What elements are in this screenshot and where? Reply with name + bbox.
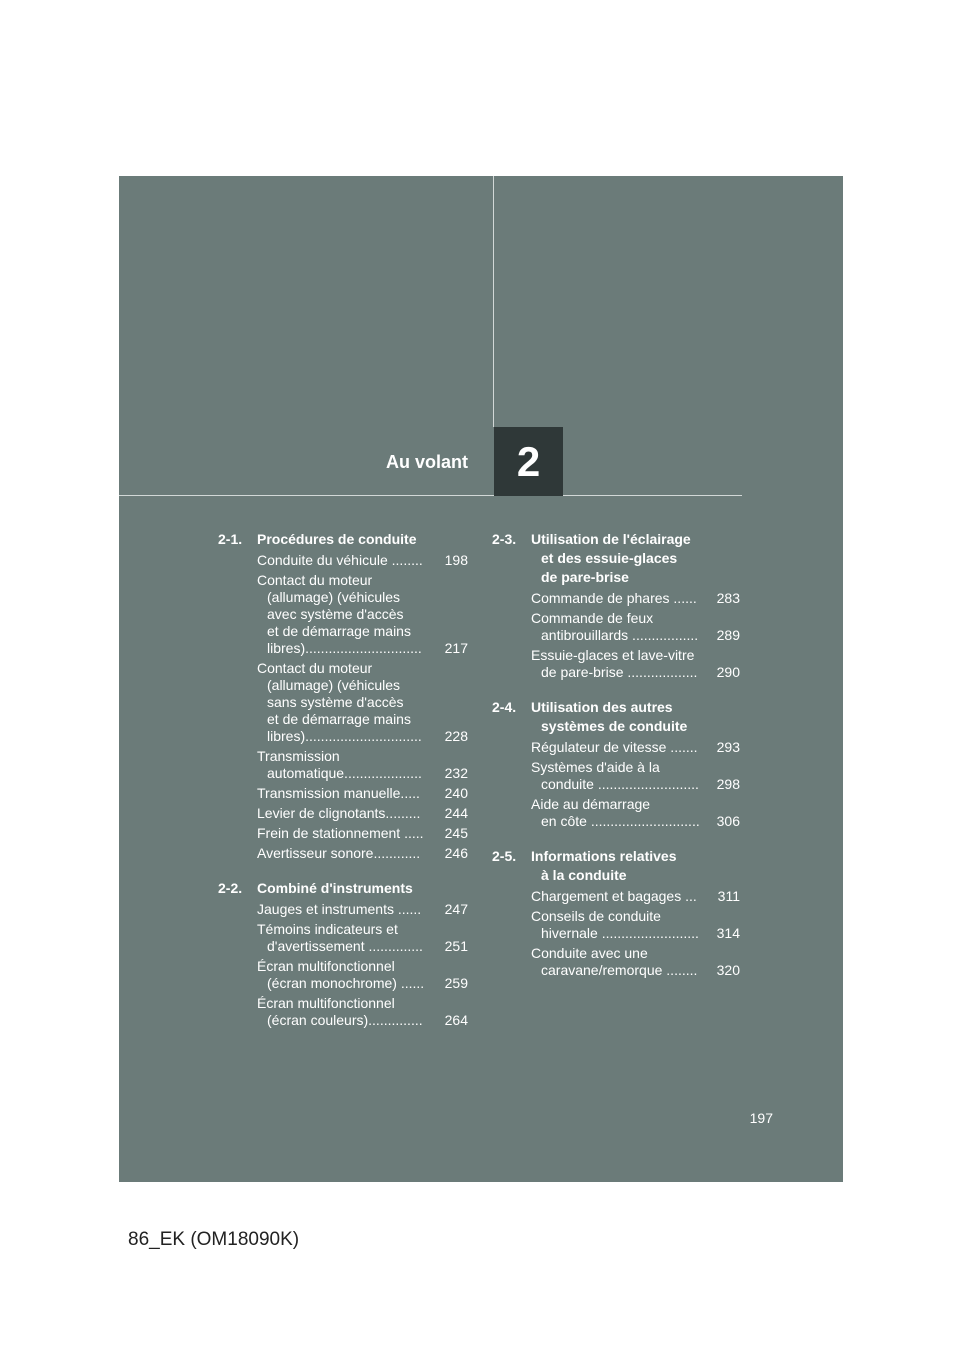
entry-label: Commande de feux antibrouillards ................. bbox=[531, 610, 699, 643]
entry-label: Levier de clignotants......... bbox=[257, 805, 421, 821]
entry-page: 198 bbox=[444, 552, 468, 568]
toc-entry[interactable] bbox=[492, 908, 740, 942]
entry-page: 247 bbox=[444, 901, 468, 917]
toc-section bbox=[492, 698, 740, 830]
entry-page: 240 bbox=[444, 785, 468, 801]
entry-label: Frein de stationnement ..... bbox=[257, 825, 424, 841]
document-code: 86_EK (OM18090K) bbox=[128, 1229, 300, 1250]
toc-entry[interactable] bbox=[218, 825, 468, 842]
entry-page: 283 bbox=[716, 590, 740, 606]
entry-page: 232 bbox=[444, 765, 468, 781]
entry-page: 298 bbox=[716, 776, 740, 792]
horizontal-divider bbox=[119, 495, 742, 496]
entry-page: 228 bbox=[444, 728, 468, 744]
toc-section bbox=[218, 530, 468, 862]
entry-label: Écran multifonctionnel (écran couleurs).............. bbox=[257, 995, 423, 1028]
toc-section bbox=[492, 530, 740, 681]
entry-page: 244 bbox=[444, 805, 468, 821]
entry-label: Conduite du véhicule ........ bbox=[257, 552, 423, 568]
entry-label: Transmission automatique.................... bbox=[257, 748, 422, 781]
section-title: Procédures de conduite bbox=[257, 531, 417, 547]
chapter-title: Au volant bbox=[385, 452, 468, 472]
section-heading[interactable] bbox=[218, 530, 468, 549]
section-title: Utilisation de l'éclairage et des essuie-glaces de pare-brise bbox=[531, 531, 691, 585]
chapter-number: 2 bbox=[516, 437, 541, 485]
toc-entry[interactable] bbox=[218, 660, 468, 745]
toc-entry[interactable] bbox=[218, 785, 468, 802]
toc-section bbox=[492, 847, 740, 979]
entry-label: Conduite avec une caravane/remorque ........ bbox=[531, 945, 698, 978]
entry-page: 306 bbox=[716, 813, 740, 829]
entry-label: Jauges et instruments ...... bbox=[257, 901, 422, 917]
page-number: 197 bbox=[749, 1110, 773, 1126]
toc-entry[interactable] bbox=[218, 995, 468, 1029]
section-title: Informations relatives à la conduite bbox=[531, 848, 677, 883]
toc-entry[interactable] bbox=[218, 805, 468, 822]
section-number: 2-5. bbox=[492, 848, 517, 864]
toc-section bbox=[218, 879, 468, 1029]
entry-label: Témoins indicateurs et d'avertissement .............. bbox=[257, 921, 423, 954]
section-number: 2-3. bbox=[492, 531, 517, 547]
entry-label: Chargement et bagages ... bbox=[531, 888, 697, 904]
entry-label: Régulateur de vitesse ....... bbox=[531, 739, 698, 755]
entry-page: 311 bbox=[717, 888, 740, 904]
toc-entry[interactable] bbox=[492, 590, 740, 607]
toc-entry[interactable] bbox=[218, 921, 468, 955]
entry-page: 289 bbox=[716, 627, 740, 643]
section-title: Combiné d'instruments bbox=[257, 880, 413, 896]
entry-label: Commande de phares ...... bbox=[531, 590, 697, 606]
toc-entry[interactable] bbox=[492, 945, 740, 979]
entry-page: 320 bbox=[716, 962, 740, 978]
section-heading[interactable] bbox=[218, 879, 468, 898]
toc-entry[interactable] bbox=[218, 845, 468, 862]
toc-entry[interactable] bbox=[218, 552, 468, 569]
entry-page: 293 bbox=[716, 739, 740, 755]
entry-label: Avertisseur sonore............ bbox=[257, 845, 421, 861]
section-heading[interactable] bbox=[492, 530, 740, 587]
toc-entry[interactable] bbox=[492, 759, 740, 793]
entry-page: 290 bbox=[716, 664, 740, 680]
section-heading[interactable] bbox=[492, 847, 740, 885]
toc-entry[interactable] bbox=[492, 610, 740, 644]
section-number: 2-2. bbox=[218, 880, 243, 896]
entry-page: 246 bbox=[444, 845, 468, 861]
toc-entry[interactable] bbox=[218, 901, 468, 918]
entry-label: Conseils de conduite hivernale ......................... bbox=[531, 908, 699, 941]
entry-label: Écran multifonctionnel (écran monochrome) ...... bbox=[257, 958, 425, 991]
section-number: 2-1. bbox=[218, 531, 243, 547]
entry-label: Systèmes d'aide à la conduite .......................... bbox=[531, 759, 699, 792]
entry-label: Contact du moteur (allumage) (véhicules sans système d'accès et de démarrage mains libres).............................. bbox=[257, 660, 422, 744]
entry-label: Transmission manuelle..... bbox=[257, 785, 420, 801]
toc-entry[interactable] bbox=[218, 572, 468, 657]
section-title: Utilisation des autres systèmes de conduite bbox=[531, 699, 688, 734]
section-number: 2-4. bbox=[492, 699, 517, 715]
toc-column-left bbox=[218, 530, 468, 1046]
entry-page: 251 bbox=[444, 938, 468, 954]
toc-entry[interactable] bbox=[218, 958, 468, 992]
toc-entry[interactable] bbox=[218, 748, 468, 782]
entry-page: 217 bbox=[444, 640, 468, 656]
toc-entry[interactable] bbox=[492, 796, 740, 830]
entry-label: Essuie-glaces et lave-vitre de pare-brise .................. bbox=[531, 647, 698, 680]
entry-page: 259 bbox=[444, 975, 468, 991]
entry-page: 314 bbox=[716, 925, 740, 941]
entry-page: 245 bbox=[444, 825, 468, 841]
entry-label: Contact du moteur (allumage) (véhicules avec système d'accès et de démarrage mains libres).............................. bbox=[257, 572, 422, 656]
toc-entry[interactable] bbox=[492, 739, 740, 756]
vertical-divider bbox=[493, 176, 494, 427]
section-heading[interactable] bbox=[492, 698, 740, 736]
chapter-number-badge bbox=[494, 427, 563, 496]
toc-entry[interactable] bbox=[492, 647, 740, 681]
toc-entry[interactable] bbox=[492, 888, 740, 905]
entry-label: Aide au démarrage en côte ............................ bbox=[531, 796, 700, 829]
toc-column-right bbox=[492, 530, 740, 996]
entry-page: 264 bbox=[444, 1012, 468, 1028]
